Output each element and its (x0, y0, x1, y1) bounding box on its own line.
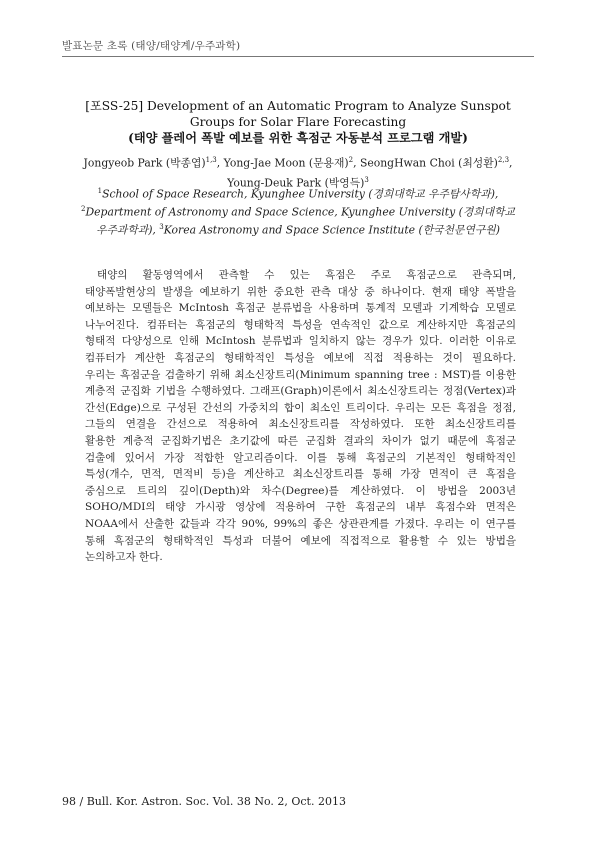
author-3: SeongHwan Choi (최성환) (359, 156, 498, 170)
affil-2a: Department of Astronomy and Space Science, Kyunghee University (경희대학교 (85, 205, 515, 219)
affil-1-mark: 1 (97, 187, 103, 195)
abstract-line: 나누어진다. 컴퓨터는 흑점군의 형태학적 특성을 연속적인 값으로 계산하지만 흑점군의 (85, 318, 516, 331)
abstract-line: SOHO/MDI의 태양 가시광 영상에 적용하여 구한 흑점군의 내부 흑점수와 면적은 (85, 501, 516, 514)
author-1-affil: 1,3 (205, 156, 217, 164)
abstract-line: 중심으로 트리의 깊이(Depth)와 차수(Degree)를 계산하였다. 이 방법을 2003년 (85, 484, 516, 497)
abstract-line: 특성(개수, 면적, 면적비 등)을 계산하고 최소신장트리를 통해 가장 면적이 큰 흑점을 (85, 468, 516, 481)
affil-1: School of Space Research, Kyunghee University (경희대학교 우주탐사학과), (102, 187, 499, 201)
header-divider (62, 56, 534, 57)
author-4: Young-Deuk Park (박영득) (227, 176, 365, 190)
affil-3-mark: 3 (159, 223, 164, 232)
abstract-line: NOAA에서 산출한 값들과 각각 90%, 99%의 좋은 상관관계를 가졌다. 우리는 이 연구를 (85, 517, 516, 530)
title-line-3-korean: (태양 플레어 폭발 예보를 위한 흑점군 자동분석 프로그램 개발) (128, 131, 468, 145)
affiliations (62, 184, 534, 238)
abstract-line: 간선(Edge)으로 구성된 간선의 가중치의 합이 최소인 트리이다. 우리는 모든 흑점을 정점, (85, 401, 516, 414)
abstract-line: 컴퓨터가 계산한 흑점군의 형태학적인 특성을 예보에 직접 적용하는 것이 필요하다. (85, 351, 516, 364)
abstract-body (85, 267, 516, 566)
abstract-line: 태양폭발현상의 발생을 예보하기 위한 중요한 관측 대상 중 하나이다. 현재 태양 폭발을 (85, 285, 516, 298)
abstract-line: 검출에 있어서 가장 적합한 알고리즘이다. 이를 통해 흑점군의 기본적인 형태학적인 (85, 451, 516, 464)
abstract-line: 논의하고자 한다. (85, 551, 163, 564)
author-list: Jongyeob Park (박종엽)$^{1,3}$, Yong-Jae Moon (문용재)$^2$, SeongHwan Choi (최성환)$^{2,3}$, Young-Deuk Park (박영득)$^3$ (83, 156, 513, 190)
paper-title (62, 98, 534, 146)
affil-3: Korea Astronomy and Space Science Institute (한국천문연구원) (163, 223, 500, 237)
title-line-1: [포SS-25] Development of an Automatic Program to Analyze Sunspot (85, 99, 511, 113)
abstract-line: 통해 흑점군의 형태학적인 특성과 더불어 예보에 직접적으로 활용할 수 있는 방법을 (85, 534, 516, 547)
affil-2b: 우주과학과), (96, 223, 160, 237)
author-2-affil: 2 (348, 156, 354, 164)
running-header: 발표논문 초록 (태양/태양계/우주과학) (62, 40, 241, 52)
author-4-affil: 3 (364, 175, 369, 184)
author-3-affil: 2,3 (497, 156, 510, 164)
abstract-line: 예보하는 모델들은 McIntosh 흑점군 분류법을 사용하며 통계적 모델과 기계학습 모델로 (85, 302, 516, 315)
abstract-line: 태양의 활동영역에서 관측할 수 있는 흑점은 주로 흑점군으로 관측되며, (97, 269, 516, 281)
author-1: Jongyeob Park (박종엽) (83, 156, 206, 170)
abstract-line: 활용한 계층적 군집화기법은 초기값에 따른 군집화 결과의 차이가 없기 때문에 흑점군 (85, 434, 516, 447)
abstract-line: 계층적 군집화 기법을 수행하였다. 그래프(Graph)이론에서 최소신장트리는 정점(Vertex)과 (85, 385, 516, 398)
abstract-line: 우리는 흑점군을 검출하기 위해 최소신장트리(Minimum spanning tree : MST)를 이용한 (85, 368, 516, 381)
author-2: Yong-Jae Moon (문용재) (223, 156, 349, 170)
affil-2-mark: 2 (81, 205, 86, 214)
abstract-line: 형태적 다양성으로 인해 McIntosh 분류법과 일치하지 않는 경우가 있다. 이러한 이유로 (85, 335, 516, 348)
title-line-2: Groups for Solar Flare Forecasting (189, 115, 407, 129)
page-footer-citation: 98 / Bull. Kor. Astron. Soc. Vol. 38 No. 2, Oct. 2013 (62, 795, 346, 808)
abstract-line: 그들의 연결을 간선으로 적용하여 최소신장트리를 작성하였다. 또한 최소신장트리를 (85, 418, 516, 431)
